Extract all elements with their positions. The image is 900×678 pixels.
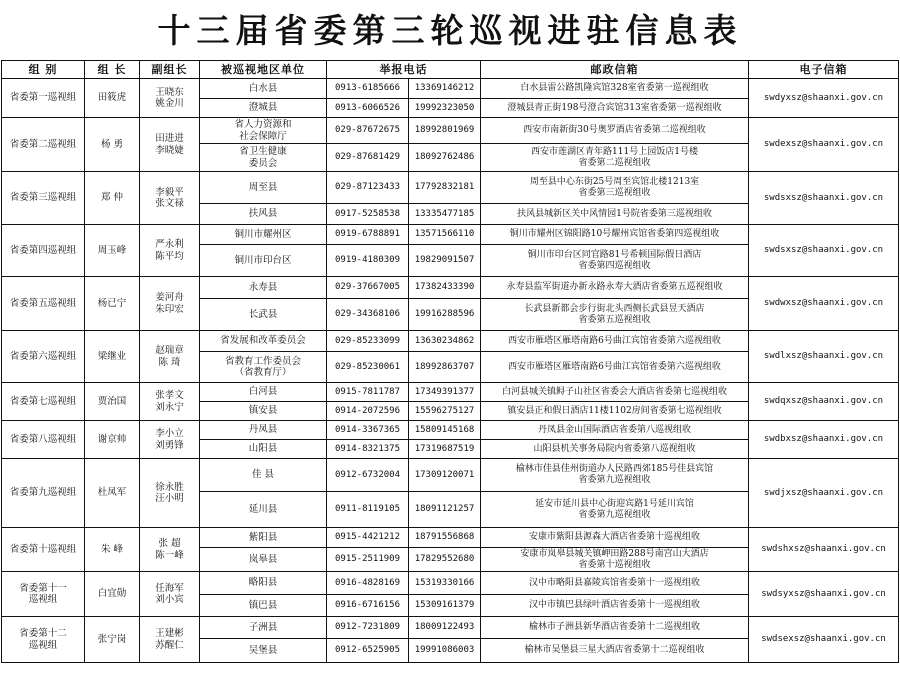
inspected-unit: 延川县 [200, 492, 327, 528]
group-leader: 谢京帅 [85, 421, 140, 459]
header-postal: 邮政信箱 [481, 61, 749, 79]
group-leader: 杨已宁 [85, 277, 140, 331]
report-phone: 0914-8321375 [327, 440, 409, 459]
inspected-unit: 铜川市耀州区 [200, 225, 327, 245]
inspected-unit: 岚皋县 [200, 548, 327, 572]
group-deputy: 张 超 陈一峰 [140, 528, 200, 572]
group-name: 省委第三巡视组 [2, 172, 85, 225]
inspection-table [1, 60, 899, 663]
group-name: 省委第八巡视组 [2, 421, 85, 459]
report-phone: 0912-6732004 [327, 459, 409, 492]
report-mobile: 18092762486 [409, 144, 481, 172]
group-email: swdbxsz@shaanxi.gov.cn [749, 421, 899, 459]
postal-address: 永寿县监军街道办新永路永寿大酒店省委第五巡视组收 [481, 277, 749, 299]
postal-address: 镇安县正和假日酒店11楼1102房间省委第七巡视组收 [481, 402, 749, 421]
table-row [2, 172, 899, 204]
postal-address: 汉中市镇巴县绿叶酒店省委第十一巡视组收 [481, 595, 749, 617]
postal-address: 白水县雷公路凯隆宾馆328室省委第一巡视组收 [481, 79, 749, 99]
postal-address: 白河县城关镇鲟子山社区省委会大酒店省委第七巡视组收 [481, 383, 749, 402]
inspected-unit: 长武县 [200, 299, 327, 331]
inspected-unit: 扶风县 [200, 204, 327, 225]
inspected-unit: 省教育工作委员会 （省教育厅） [200, 352, 327, 383]
page-title: 十三届省委第三轮巡视进驻信息表 [157, 11, 743, 50]
postal-address: 安康市岚皋县城关镇岬田路288号南宫山大酒店 省委第十巡视组收 [481, 548, 749, 572]
table-row [2, 528, 899, 548]
group-email: swdshxsz@shaanxi.gov.cn [749, 528, 899, 572]
postal-address: 铜川市耀州区锦阳路10号耀州宾馆省委第四巡视组收 [481, 225, 749, 245]
group-name: 省委第十巡视组 [2, 528, 85, 572]
report-phone: 029-85233099 [327, 331, 409, 352]
header-email: 电子信箱 [749, 61, 899, 79]
group-name: 省委第四巡视组 [2, 225, 85, 277]
report-phone: 0914-2072596 [327, 402, 409, 421]
table-row [2, 225, 899, 245]
group-email: swdsexsz@shaanxi.gov.cn [749, 617, 899, 663]
report-phone: 029-37667005 [327, 277, 409, 299]
postal-address: 延安市延川县中心街迎宾路1号延川宾馆 省委第九巡视组收 [481, 492, 749, 528]
header-unit: 被巡视地区单位 [200, 61, 327, 79]
report-phone: 0919-4180309 [327, 245, 409, 277]
report-mobile: 17319687519 [409, 440, 481, 459]
report-mobile: 18009122493 [409, 617, 481, 639]
group-name: 省委第二巡视组 [2, 118, 85, 172]
table-row [2, 383, 899, 402]
report-mobile: 17349391377 [409, 383, 481, 402]
group-deputy: 张孝文 刘永宁 [140, 383, 200, 421]
group-email: swdjxsz@shaanxi.gov.cn [749, 459, 899, 528]
report-phone: 029-87672675 [327, 118, 409, 144]
report-mobile: 18992863707 [409, 352, 481, 383]
group-leader: 郑 仲 [85, 172, 140, 225]
group-leader: 杜凤军 [85, 459, 140, 528]
table-row [2, 572, 899, 595]
report-mobile: 15319330166 [409, 572, 481, 595]
report-phone: 0919-6788891 [327, 225, 409, 245]
table-row [2, 118, 899, 144]
report-mobile: 18992801969 [409, 118, 481, 144]
postal-address: 长武县新都会步行街北头西侧长武县昱天酒店 省委第五巡视组收 [481, 299, 749, 331]
postal-address: 榆林市子洲县新华酒店省委第十二巡视组收 [481, 617, 749, 639]
group-deputy: 任海军 刘小宾 [140, 572, 200, 617]
inspected-unit: 山阳县 [200, 440, 327, 459]
table-row [2, 277, 899, 299]
table-row [2, 331, 899, 352]
report-phone: 0912-7231809 [327, 617, 409, 639]
inspected-unit: 省卫生健康 委员会 [200, 144, 327, 172]
group-deputy: 李小立 刘勇锋 [140, 421, 200, 459]
table-row [2, 79, 899, 99]
group-email: swdsyxsz@shaanxi.gov.cn [749, 572, 899, 617]
report-mobile: 18091121257 [409, 492, 481, 528]
group-leader: 白宜勋 [85, 572, 140, 617]
group-email: swdwxsz@shaanxi.gov.cn [749, 277, 899, 331]
report-phone: 029-87681429 [327, 144, 409, 172]
report-mobile: 13630234862 [409, 331, 481, 352]
report-phone: 0913-6185666 [327, 79, 409, 99]
group-deputy: 田进进 李晓婕 [140, 118, 200, 172]
inspected-unit: 紫阳县 [200, 528, 327, 548]
inspected-unit: 省人力资源和 社会保障厅 [200, 118, 327, 144]
inspected-unit: 镇巴县 [200, 595, 327, 617]
group-deputy: 姜河舟 朱印宏 [140, 277, 200, 331]
report-phone: 0915-7811787 [327, 383, 409, 402]
inspected-unit: 镇安县 [200, 402, 327, 421]
postal-address: 西安市雁塔区雁塔南路6号曲江宾馆省委第六巡视组收 [481, 352, 749, 383]
group-deputy: 赵瑞章 陈 琦 [140, 331, 200, 383]
postal-address: 榆林市佳县佳州街道办人民路西郊185号佳县宾馆 省委第九巡视组收 [481, 459, 749, 492]
group-leader: 张宁岗 [85, 617, 140, 663]
inspected-unit: 永寿县 [200, 277, 327, 299]
report-phone: 0914-3367365 [327, 421, 409, 440]
postal-address: 丹凤县金山国际酒店省委第八巡视组收 [481, 421, 749, 440]
report-phone: 0912-6525905 [327, 639, 409, 663]
group-deputy: 王建彬 苏醒仁 [140, 617, 200, 663]
report-mobile: 19991086003 [409, 639, 481, 663]
report-phone: 0917-5258538 [327, 204, 409, 225]
header-deputy: 副组长 [140, 61, 200, 79]
group-email: swdsxsz@shaanxi.gov.cn [749, 172, 899, 225]
report-mobile: 17309120071 [409, 459, 481, 492]
postal-address: 周至县中心东街25号周至宾馆北楼1213室 省委第三巡视组收 [481, 172, 749, 204]
table-row [2, 459, 899, 492]
group-deputy: 李毅平 张文禄 [140, 172, 200, 225]
inspected-unit: 澄城县 [200, 99, 327, 118]
report-mobile: 13335477185 [409, 204, 481, 225]
header-row [2, 61, 899, 79]
group-name: 省委第十一 巡视组 [2, 572, 85, 617]
table-row [2, 421, 899, 440]
group-email: swdexsz@shaanxi.gov.cn [749, 118, 899, 172]
report-mobile: 18791556868 [409, 528, 481, 548]
report-phone: 0911-8119105 [327, 492, 409, 528]
group-name: 省委第九巡视组 [2, 459, 85, 528]
group-leader: 朱 峰 [85, 528, 140, 572]
postal-address: 西安市雁塔区雁塔南路6号曲江宾馆省委第六巡视组收 [481, 331, 749, 352]
report-phone: 0915-2511909 [327, 548, 409, 572]
inspected-unit: 省发展和改革委员会 [200, 331, 327, 352]
report-mobile: 13571566110 [409, 225, 481, 245]
report-mobile: 19992323050 [409, 99, 481, 118]
report-phone: 0916-6716156 [327, 595, 409, 617]
inspected-unit: 白河县 [200, 383, 327, 402]
report-mobile: 15309161379 [409, 595, 481, 617]
inspected-unit: 吴堡县 [200, 639, 327, 663]
report-mobile: 17792832181 [409, 172, 481, 204]
postal-address: 铜川市印台区同官路81号希顿国际假日酒店 省委第四巡视组收 [481, 245, 749, 277]
group-leader: 贾治国 [85, 383, 140, 421]
header-phone: 举报电话 [327, 61, 481, 79]
report-phone: 0915-4421212 [327, 528, 409, 548]
postal-address: 榆林市吴堡县三星大酒店省委第十二巡视组收 [481, 639, 749, 663]
postal-address: 扶风县城新区关中风情园1号院省委第三巡视组收 [481, 204, 749, 225]
group-leader: 杨 勇 [85, 118, 140, 172]
inspected-unit: 子洲县 [200, 617, 327, 639]
report-mobile: 13369146212 [409, 79, 481, 99]
report-mobile: 19916288596 [409, 299, 481, 331]
group-name: 省委第十二 巡视组 [2, 617, 85, 663]
report-phone: 0913-6066526 [327, 99, 409, 118]
report-mobile: 15596275127 [409, 402, 481, 421]
report-mobile: 17829552680 [409, 548, 481, 572]
table-row [2, 617, 899, 639]
report-phone: 029-85230061 [327, 352, 409, 383]
postal-address: 山阳县机关事务局院内省委第八巡视组收 [481, 440, 749, 459]
inspected-unit: 铜川市印台区 [200, 245, 327, 277]
postal-address: 澄城县青正街198号澄合宾馆313室省委第一巡视组收 [481, 99, 749, 118]
group-leader: 梁继业 [85, 331, 140, 383]
group-name: 省委第六巡视组 [2, 331, 85, 383]
table-body [2, 79, 899, 663]
group-email: swdyxsz@shaanxi.gov.cn [749, 79, 899, 118]
group-leader: 田筱虎 [85, 79, 140, 118]
header-leader: 组 长 [85, 61, 140, 79]
group-name: 省委第一巡视组 [2, 79, 85, 118]
inspected-unit: 白水县 [200, 79, 327, 99]
report-phone: 029-34368106 [327, 299, 409, 331]
group-name: 省委第五巡视组 [2, 277, 85, 331]
inspected-unit: 丹凤县 [200, 421, 327, 440]
group-leader: 周玉峰 [85, 225, 140, 277]
group-email: swdsxsz@shaanxi.gov.cn [749, 225, 899, 277]
report-phone: 0916-4828169 [327, 572, 409, 595]
group-email: swdlxsz@shaanxi.gov.cn [749, 331, 899, 383]
inspected-unit: 略阳县 [200, 572, 327, 595]
postal-address: 西安市南新街30号奥罗酒店省委第二巡视组收 [481, 118, 749, 144]
postal-address: 安康市紫阳县源森大酒店省委第十巡视组收 [481, 528, 749, 548]
header-group: 组 别 [2, 61, 85, 79]
report-mobile: 17382433390 [409, 277, 481, 299]
report-mobile: 15809145168 [409, 421, 481, 440]
group-deputy: 徐永胜 汪小明 [140, 459, 200, 528]
group-deputy: 王晓东 姚金川 [140, 79, 200, 118]
postal-address: 西安市莲湖区青年路111号上园饭店1号楼 省委第二巡视组收 [481, 144, 749, 172]
report-mobile: 19829091507 [409, 245, 481, 277]
group-name: 省委第七巡视组 [2, 383, 85, 421]
group-deputy: 严永利 陈平均 [140, 225, 200, 277]
report-phone: 029-87123433 [327, 172, 409, 204]
inspected-unit: 佳 县 [200, 459, 327, 492]
postal-address: 汉中市略阳县嘉陵宾馆省委第十一巡视组收 [481, 572, 749, 595]
group-email: swdqxsz@shaanxi.gov.cn [749, 383, 899, 421]
inspected-unit: 周至县 [200, 172, 327, 204]
